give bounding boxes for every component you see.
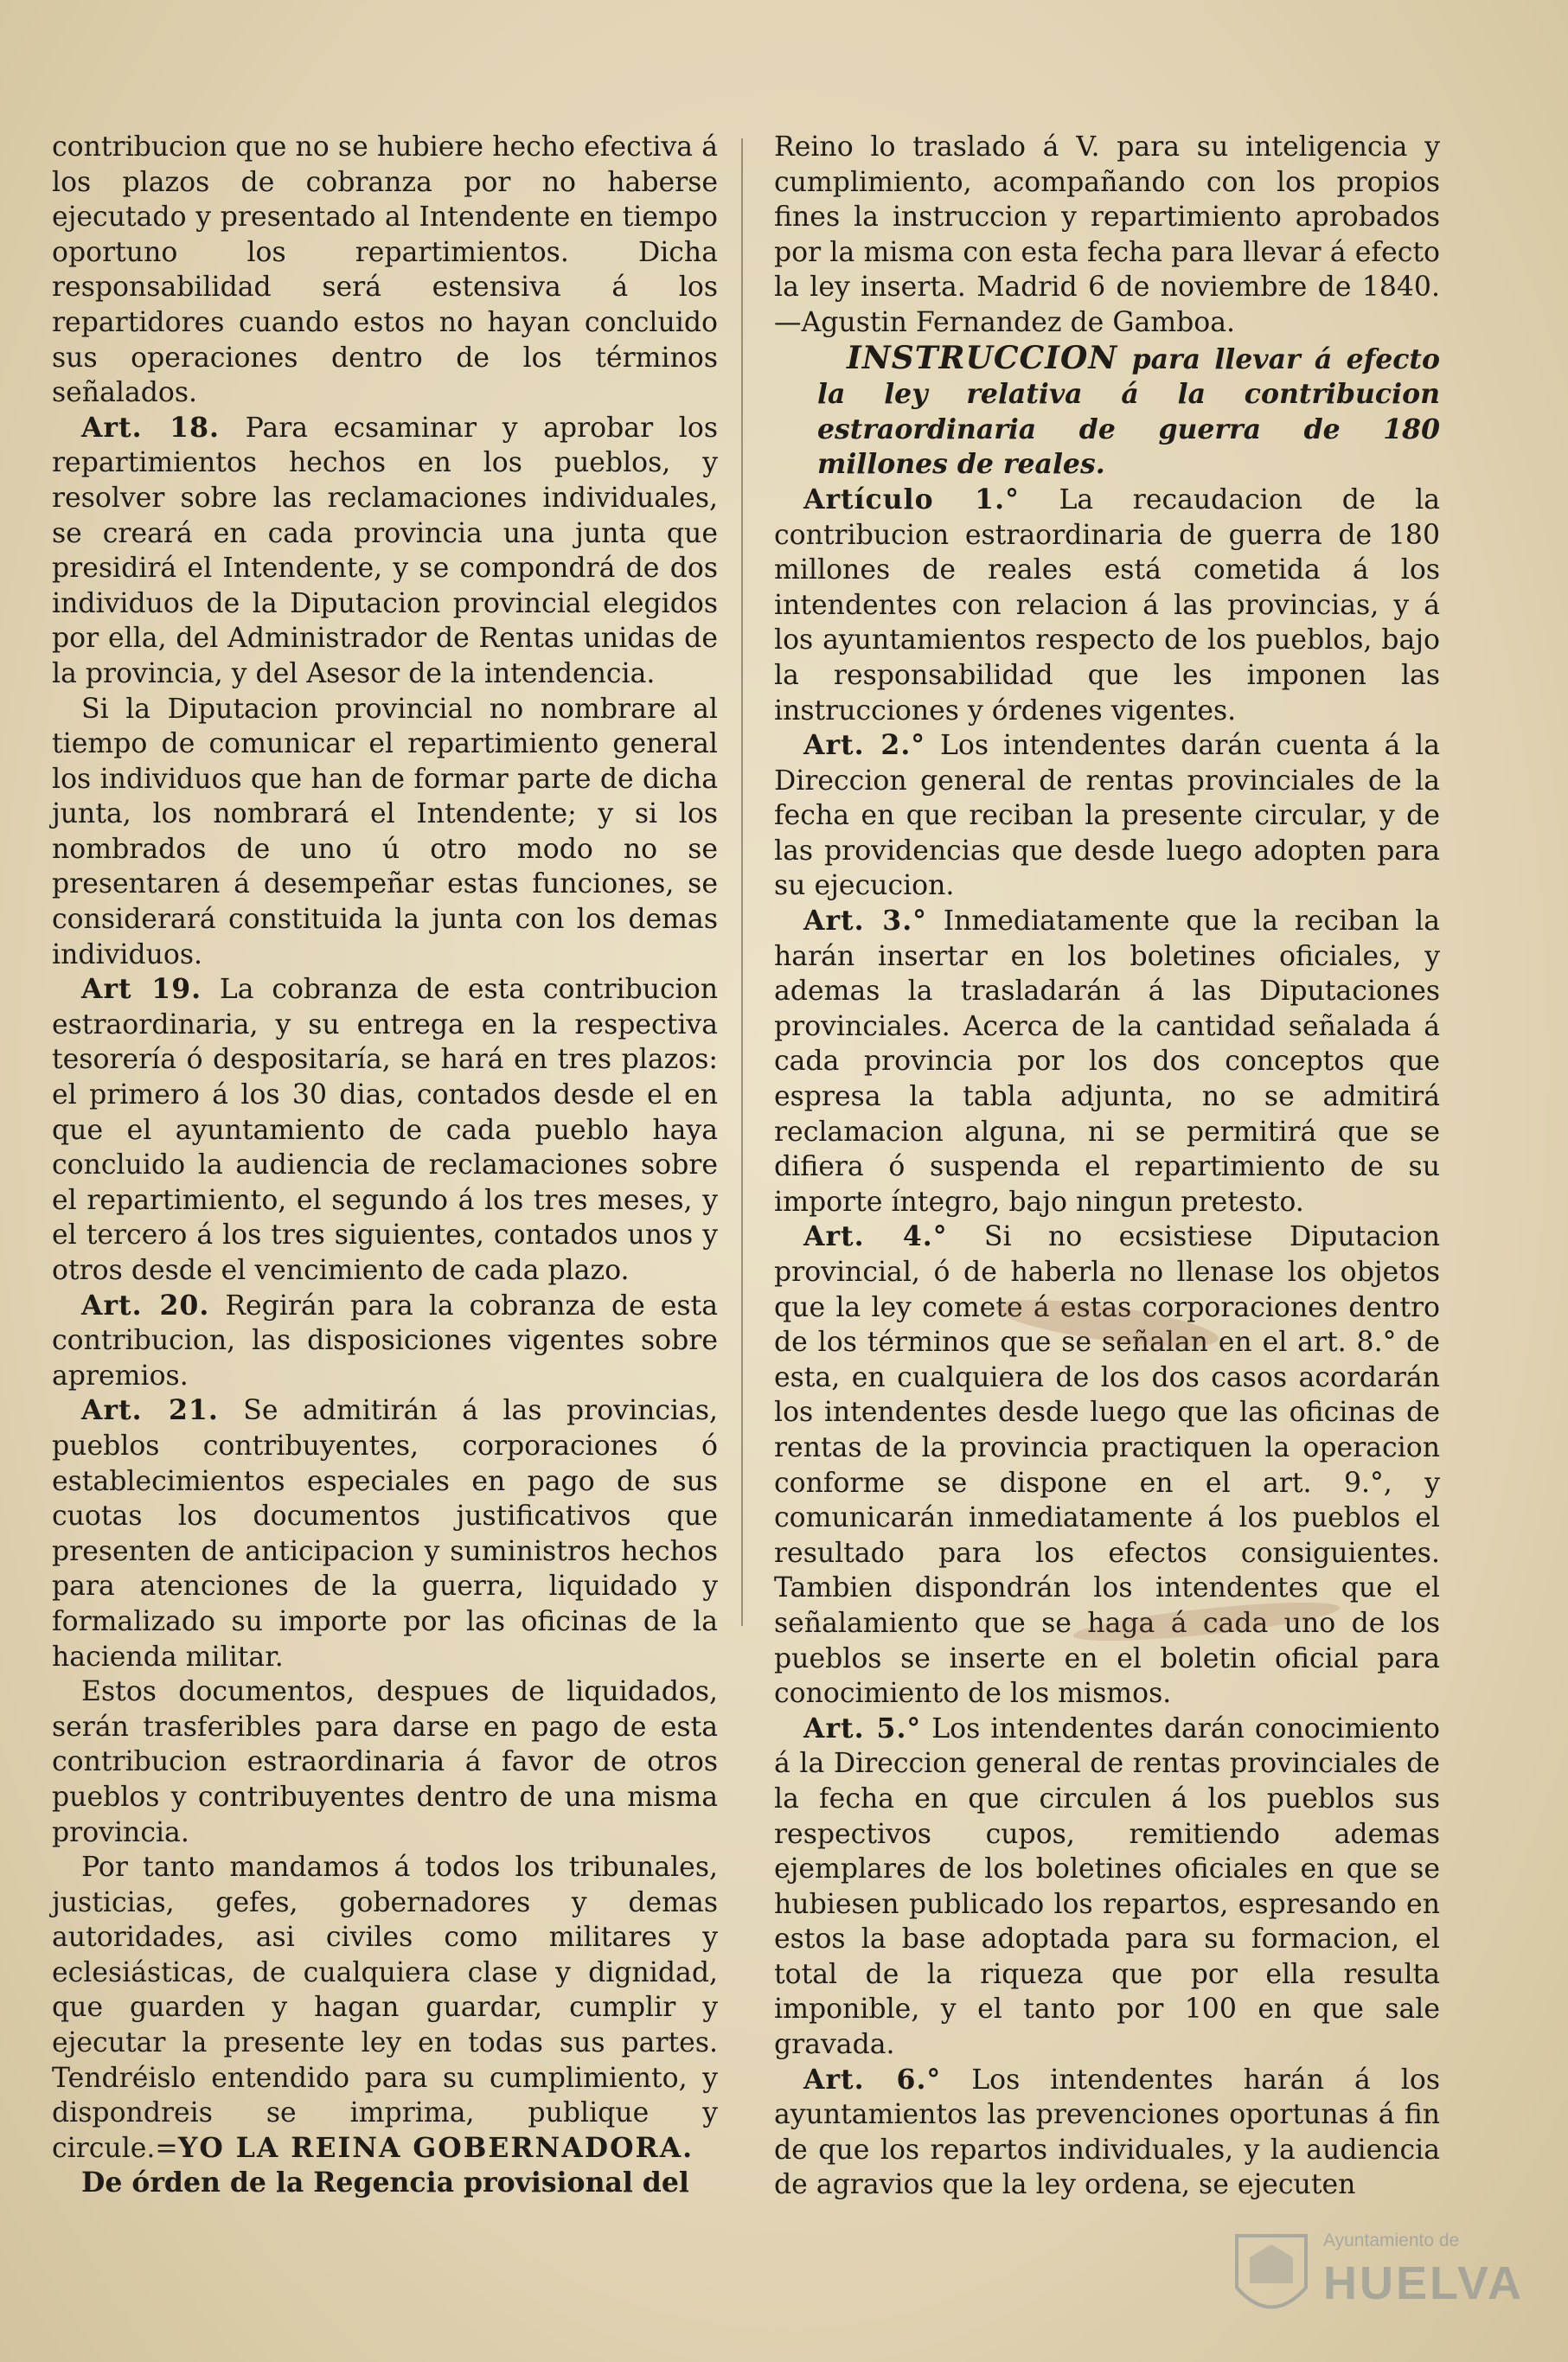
article-4-text: Si no ecsistiese Diputacion provincial, ó de haberla no llenase los objetos que la ley comete á estas corporaciones dentro de los términos que se señalan en el art. 8.° de esta, en cualquiera de los dos casos acordarán los intendentes desde luego que las oficinas de rentas de la provincia practiquen la operacion conforme se dispone en el art. 9.°, y comunicarán inmediatamente á los pueblos el resultado para los efectos consiguientes. Tambien dispondrán los intendentes que el señalamiento que se haga á cada uno de los pueblos se inserte en el boletin oficial para conocimiento de los mismos. xyxy=(774,1221,1441,1710)
article-21-text: Se admitirán á las provincias, pueblos contribuyentes, corporaciones ó establecimientos especiales en pago de sus cuotas los documentos justificativos que presenten de anticipacion y suministros hechos para atenciones de la guerra, liquidado y formalizado su importe por las oficinas de la hacienda militar. xyxy=(52,1395,718,1673)
article-20 xyxy=(52,1289,718,1394)
article-1 xyxy=(774,483,1440,728)
paragraph-continuation: contribucion que no se hubiere hecho efectiva á los plazos de cobranza por no haberse ejecutado y presentado al Intendente en tiempo oportuno los repartimientos. Dicha responsabilidad será estensiva á los repartidores cuando estos no hayan concluido sus operaciones dentro de los términos señalados. xyxy=(52,131,718,409)
article-19-text: La cobranza de esta contribucion estraordinaria, y su entrega en la respectiva tesorería ó despositaría, se hará en tres plazos: el primero á los 30 dias, contados desde el en que el ayuntamiento de cada pueblo haya concluido la audiencia de reclamaciones sobre el repartimiento, el segundo á los tres meses, y el tercero á los tres siguientes, contados unos y otros desde el vencimiento de cada plazo. xyxy=(52,974,719,1286)
article-4-label: Art. 4.° xyxy=(803,1220,948,1253)
watermark-name: HUELVA xyxy=(1323,2257,1524,2309)
article-6-text: Los intendentes harán á los ayuntamientos las prevenciones oportunas á fin de que los repartos individuales, y la audiencia de agravios que la ley ordena, se ejecuten xyxy=(774,2064,1441,2201)
signature: YO LA REINA GOBERNADORA. xyxy=(177,2131,694,2164)
article-5 xyxy=(774,1712,1440,2063)
article-18-text: Para ecsaminar y aprobar los repartimientos hechos en los pueblos, y resolver sobre las reclamaciones individuales, se creará en cada provincia una junta que presidirá el Intendente, y se compondrá de dos individuos de la Diputacion provincial elegidos por ella, del Administrador de Rentas unidas de la provincia, y del Asesor de la intendencia. xyxy=(52,412,718,689)
article-2-label: Art. 2.° xyxy=(803,729,926,762)
huelva-watermark xyxy=(1228,2218,1524,2331)
paragraph-reino: Reino lo traslado á V. para su inteligencia y cumplimiento, acompañando con los propios fines la instruccion y repartimiento aprobados por la misma con esta fecha para llevar á efecto la ley inserta. Madrid 6 de noviembre de 1840.—Agustin Fernandez de Gamboa. xyxy=(774,131,1440,338)
article-3-text: Inmediatamente que la reciban la harán insertar en los boletines oficiales, y ademas la trasladarán á las Diputaciones provinciales. Acerca de la cantidad señalada á cada provincia por los dos conceptos que espresa la tabla adjunta, no se admitirá reclamacion alguna, ni se permitirá que se difiera ó suspenda el repartimiento de su importe íntegro, bajo ningun pretesto. xyxy=(774,906,1440,1218)
watermark-caption: Ayuntamiento de xyxy=(1323,2231,1460,2250)
article-18 xyxy=(52,411,718,692)
article-1-label: Artículo 1.° xyxy=(803,483,1020,515)
article-3 xyxy=(774,904,1440,1219)
article-5-text: Los intendentes darán conocimiento á la Direccion general de rentas provinciales de la fecha en que circulen á los pueblos sus respectivos cupos, remitiendo ademas ejemplares de los boletines oficiales en que se hubiesen publicado los repartos, espresando en estos la base adoptada para su formacion, el total de la riqueza que por ella resulta imponible, y el tanto por 100 en que sale gravada. xyxy=(774,1712,1440,2061)
article-5-label: Art. 5.° xyxy=(803,1712,922,1744)
article-1-text: La recaudacion de la contribucion estraordinaria de guerra de 180 millones de reales está cometida á los intendentes con relacion á las provincias, y á los ayuntamientos respecto de los pueblos, bajo la responsabilidad que les imponen las instrucciones y órdenes vigentes. xyxy=(774,483,1440,727)
paragraph-orden xyxy=(52,2166,718,2201)
city-crest-icon xyxy=(1228,2218,1315,2331)
instruccion-title xyxy=(774,341,1440,483)
paragraph-mandamos xyxy=(52,1850,718,2166)
article-20-text: Regirán para la cobranza de esta contribucion, las disposiciones vigentes sobre apremios. xyxy=(52,1290,718,1392)
article-2 xyxy=(774,728,1440,904)
article-19-label: Art 19. xyxy=(81,973,202,1006)
column-divider xyxy=(741,138,743,1626)
article-3-label: Art. 3.° xyxy=(803,905,927,938)
article-2-text: Los intendentes darán cuenta á la Direccion general de rentas provinciales de la fecha en que reciban la presente circular, y de las providencias que desde luego adopten para su ejecucion. xyxy=(774,730,1441,902)
article-18-label: Art. 18. xyxy=(81,411,220,444)
left-column xyxy=(52,130,718,2201)
right-column xyxy=(774,130,1440,2203)
article-19 xyxy=(52,972,718,1288)
title-head: INSTRUCCION xyxy=(847,339,1118,376)
article-21-label: Art. 21. xyxy=(81,1394,219,1427)
mandamos-text: Por tanto mandamos á todos los tribunales, justicias, gefes, gobernadores y demas autoridades, asi civiles como militares y eclesiásticas, de cualquiera clase y dignidad, que guarden y hagan guardar, cumplir y ejecutar la presente ley en todas sus partes. Tendréislo entendido para su cumplimiento, y dispondreis se imprima, publique y circule.= xyxy=(52,1852,718,2164)
orden-text: De órden de la Regencia provisional del xyxy=(81,2167,689,2199)
paragraph-diputacion: Si la Diputacion provincial no nombrare al tiempo de comunicar el repartimiento general los individuos que han de formar parte de dicha junta, los nombrará el Intendente; y si los nombrados de uno ú otro modo no se presentaren á desempeñar estas funciones, se considerará constituida la junta con los demas individuos. xyxy=(52,693,718,970)
article-6-label: Art. 6.° xyxy=(803,2063,942,2096)
paragraph-documentos: Estos documentos, despues de liquidados, serán trasferibles para darse en pago de esta contribucion estraordinaria á favor de otros pueblos y contribuyentes dentro de una misma provincia. xyxy=(52,1676,718,1848)
title-rest: para llevar á efecto la ley relativa á la contribucion estraordinaria de guerra de 180 millones de reales. xyxy=(817,342,1440,481)
article-20-label: Art. 20. xyxy=(81,1289,210,1322)
article-21 xyxy=(52,1393,718,1674)
article-6 xyxy=(774,2063,1440,2203)
